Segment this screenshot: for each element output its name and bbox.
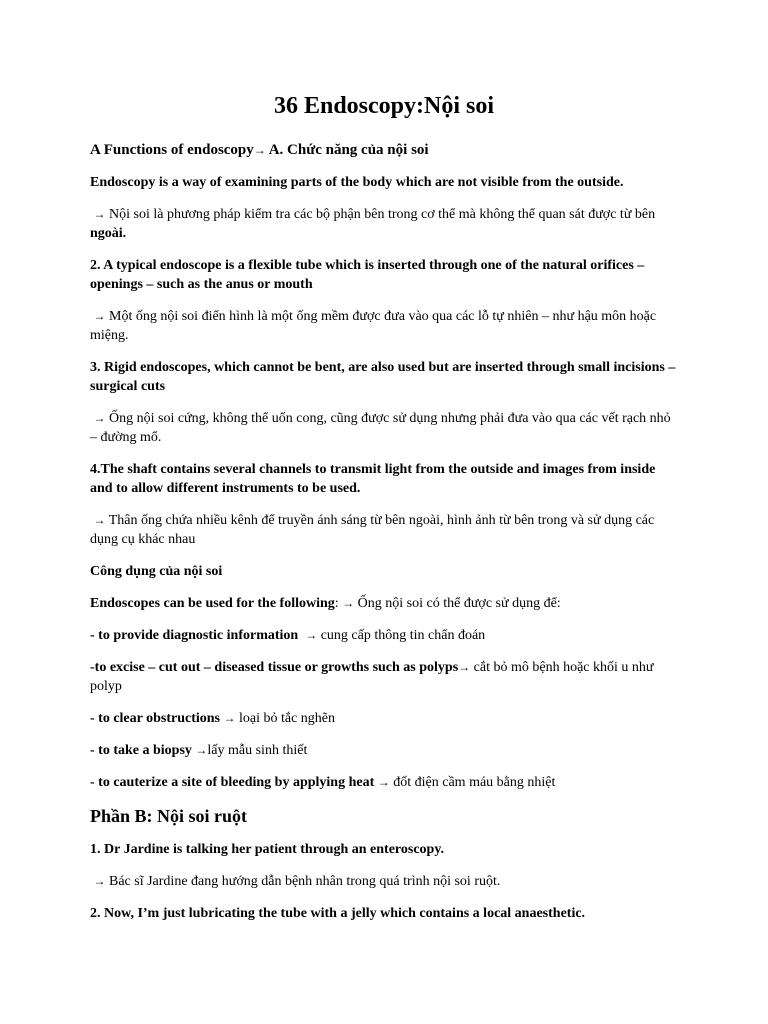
arrow-icon: → [195, 742, 208, 757]
paragraph-1-en: Endoscopy is a way of examining parts of the body which are not visible from the outside. [90, 174, 624, 190]
list-item-en: - to take a biopsy [90, 742, 196, 758]
dialogue-1-vi-text: Bác sĩ Jardine đang hướng dẫn bệnh nhân trong quá trình nội soi ruột. [105, 873, 501, 889]
paragraph-3-vi [90, 409, 678, 447]
list-item-en: - to cauterize a site of bleeding by applying heat [90, 774, 378, 790]
uses-intro-vi: Ống nội soi có thể được sử dụng để: [354, 595, 561, 611]
arrow-icon: → [305, 627, 318, 642]
arrow-icon: → [93, 308, 106, 323]
dialogue-1-vi [90, 872, 678, 891]
paragraph-4-en: 4.The shaft contains several channels to transmit light from the outside and images from inside and to allow different instruments to be used. [90, 461, 656, 496]
list-item [90, 741, 678, 760]
paragraph-1-vi-text: Nội soi là phương pháp kiểm tra các bộ phận bên trong cơ thể mà không thể quan sát được từ bên [105, 206, 656, 222]
paragraph-3-en: 3. Rigid endoscopes, which cannot be bent, are also used but are inserted through small incisions – surgical cuts [90, 359, 676, 394]
section-b-heading: Phần B: Nội soi ruột [90, 805, 248, 826]
paragraph-1-vi [90, 205, 678, 243]
arrow-icon: → [93, 410, 106, 425]
section-a-heading [90, 141, 678, 160]
list-item-vi: cung cấp thông tin chẩn đoán [317, 627, 486, 643]
arrow-icon: → [458, 659, 471, 674]
arrow-icon: → [377, 774, 390, 789]
list-item-en: -to excise – cut out – diseased tissue or growths such as polyps [90, 659, 459, 675]
paragraph-4-vi-text: Thân ống chứa nhiều kênh để truyền ánh sáng từ bên ngoài, hình ảnh từ bên trong và sử dụng các dụng cụ khác nhau [90, 512, 655, 547]
list-item [90, 773, 678, 792]
paragraph-2-en: 2. A typical endoscope is a flexible tube which is inserted through one of the natural orifices – openings – such as the anus or mouth [90, 257, 645, 292]
list-item-vi: loại bỏ tắc nghẽn [235, 710, 336, 726]
list-item [90, 626, 678, 645]
paragraph-3-vi-text: Ống nội soi cứng, không thể uốn cong, cũng được sử dụng nhưng phải đưa vào qua các vết rạch nhỏ – đường mổ. [90, 410, 671, 445]
arrow-icon: → [93, 873, 106, 888]
paragraph-4-vi [90, 511, 678, 549]
list-item-en: - to clear obstructions [90, 710, 224, 726]
section-a-heading-en: A Functions of endoscopy [90, 141, 254, 158]
uses-intro-en: Endoscopes can be used for the following [90, 595, 335, 611]
section-a-heading-vi: A. Chức năng của nội soi [265, 141, 429, 158]
uses-heading: Công dụng của nội soi [90, 563, 223, 579]
list-item-en: - to provide diagnostic information [90, 627, 302, 643]
arrow-icon: → [342, 595, 355, 610]
list-item-vi: đốt điện cầm máu bằng nhiệt [389, 774, 556, 790]
page-title: 36 Endoscopy:Nội soi [273, 93, 495, 119]
dialogue-1-en: 1. Dr Jardine is talking her patient through an enteroscopy. [90, 841, 445, 857]
arrow-icon: → [93, 206, 106, 221]
paragraph-2-vi [90, 307, 678, 345]
paragraph-2-vi-text: Một ống nội soi điển hình là một ống mềm được đưa vào qua các lỗ tự nhiên – như hậu môn hoặc miệng. [90, 308, 657, 343]
paragraph-1-vi-tail: ngoài. [90, 225, 127, 241]
list-item-vi: cắt bỏ mô bệnh hoặc khối u như polyp [90, 659, 654, 694]
uses-intro-colon: : [334, 595, 343, 611]
list-item [90, 709, 678, 728]
list-item-vi: lấy mẫu sinh thiết [207, 742, 308, 758]
uses-intro [90, 594, 678, 613]
dialogue-2-en: 2. Now, I’m just lubricating the tube with a jelly which contains a local anaesthetic. [90, 905, 586, 921]
list-item [90, 658, 678, 696]
arrow-icon: → [223, 710, 236, 725]
arrow-icon: → [93, 512, 106, 527]
arrow-icon: → [253, 142, 266, 157]
